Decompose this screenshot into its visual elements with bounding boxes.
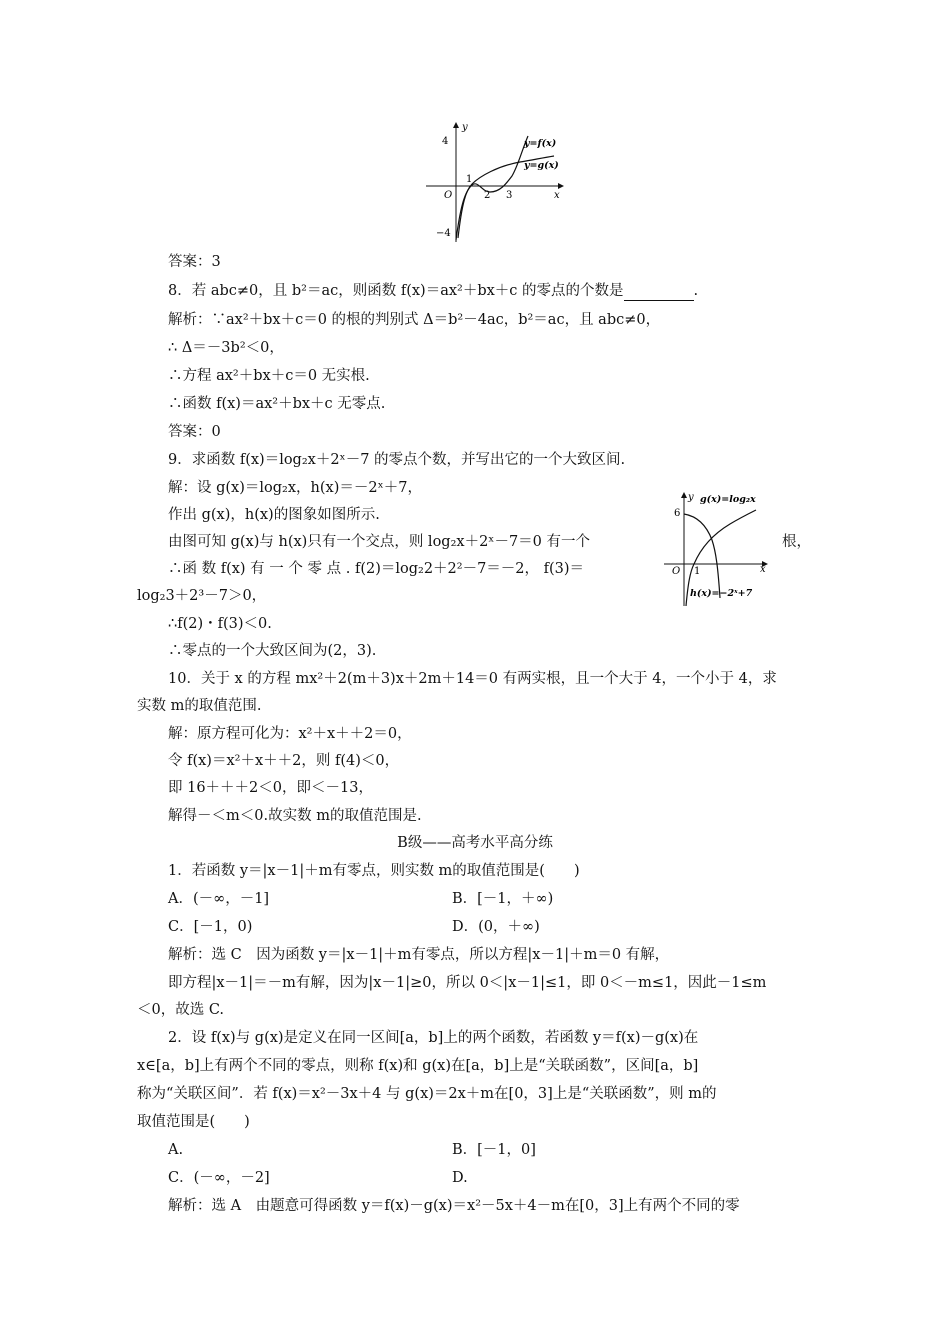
x-tick-1: 1: [466, 174, 473, 185]
y-axis-label: y: [688, 492, 694, 503]
answer-blank: [624, 286, 694, 301]
option-b1-a: A．(－∞，－1]: [168, 891, 270, 907]
problem-8-text: 8．若 abc≠0，且 b²＝ac，则函数 f(x)＝ax²＋bx＋c 的零点的个数是: [168, 283, 624, 299]
solution-b1-line1: 解析：选 C 因为函数 y＝|x－1|＋m有零点，所以方程|x－1|＋m＝0 有解，: [168, 947, 670, 963]
solution-10-line4: 解得－＜m＜0.故实数 m的取值范围是.: [168, 808, 422, 824]
problem-8: [168, 281, 698, 301]
option-b2-b: B．[－1，0]: [452, 1142, 536, 1158]
y-tick-6: 6: [674, 508, 681, 519]
option-b1-c: C．[－1，0): [168, 919, 253, 935]
problem-b2-line2: x∈[a，b]上有两个不同的零点，则称 f(x)和 g(x)在[a，b]上是“关联函数”，区间[a，b]: [137, 1058, 699, 1074]
section-heading-b: B级——高考水平高分练: [397, 835, 553, 851]
label-f: y=f(x): [524, 138, 557, 149]
solution-8-line1: 解析：∵ax²＋bx＋c＝0 的根的判别式 Δ＝b²－4ac，b²＝ac，且 abc≠0，: [168, 312, 661, 328]
option-b2-c: C．(－∞，－2]: [168, 1170, 270, 1186]
option-b2-a: A.: [168, 1142, 184, 1158]
problem-10-line2: 实数 m的取值范围.: [137, 698, 262, 714]
option-b1-b: B．[－1，＋∞): [452, 891, 554, 907]
x-axis-label: x: [554, 190, 560, 201]
x-tick-2: 2: [484, 190, 491, 201]
solution-10-line3: 即 16＋＋＋2＜0，即＜－13，: [168, 780, 373, 796]
origin-label: O: [672, 566, 681, 577]
label-h: h(x)=−2ˣ+7: [690, 588, 753, 599]
solution-9-line6: ∴f(2)・f(3)＜0.: [168, 616, 272, 632]
y-axis-arrow: [681, 492, 687, 498]
x-tick-3: 3: [506, 190, 513, 201]
curve-f: [456, 136, 528, 240]
problem-b1: 1．若函数 y＝|x－1|＋m有零点，则实数 m的取值范围是( ): [168, 863, 580, 879]
label-g: g(x)=log₂x: [700, 494, 756, 505]
figure-g-h-graph: [660, 488, 780, 614]
solution-9-line2: 作出 g(x)，h(x)的图象如图所示.: [168, 507, 380, 523]
solution-b2-line1: 解析：选 A 由题意可得函数 y＝f(x)－g(x)＝x²－5x＋4－m在[0，3]上有两个不同的零: [168, 1198, 740, 1214]
x-axis-label: x: [760, 564, 766, 575]
answer-8: 答案：0: [168, 424, 221, 440]
solution-b1-line3: ＜0，故选 C.: [137, 1002, 225, 1018]
solution-8-line3: ∴方程 ax²＋bx＋c＝0 无实根.: [168, 368, 370, 384]
y-axis-arrow: [453, 122, 459, 128]
origin-label: O: [444, 190, 453, 201]
solution-9-line3: 由图可知 g(x)与 h(x)只有一个交点，则 log₂x＋2ˣ－7＝0 有一个: [168, 534, 590, 550]
solution-9-line3-end: 根，: [782, 534, 811, 550]
problem-b2-line1: 2．设 f(x)与 g(x)是定义在同一区间[a，b]上的两个函数，若函数 y＝f(x)－g(x)在: [168, 1030, 699, 1046]
problem-8-end: .: [693, 283, 699, 299]
solution-10-line1: 解：原方程可化为：x²＋x＋＋2＝0，: [168, 726, 412, 742]
x-tick-1: 1: [694, 566, 701, 577]
solution-8-line4: ∴函数 f(x)＝ax²＋bx＋c 无零点.: [168, 396, 386, 412]
y-tick-neg4: −4: [436, 228, 451, 239]
curve-h: [684, 514, 720, 598]
problem-10-line1: 10．关于 x 的方程 mx²＋2(m＋3)x＋2m＋14＝0 有两实根，且一个大于 4，一个小于 4，求: [168, 671, 777, 687]
problem-b2-line3: 称为“关联区间”．若 f(x)＝x²－3x＋4 与 g(x)＝2x＋m在[0，3]上是“关联函数”，则 m的: [137, 1086, 717, 1102]
option-b2-d: D.: [452, 1170, 468, 1186]
problem-9: 9．求函数 f(x)＝log₂x＋2ˣ－7 的零点个数，并写出它的一个大致区间.: [168, 452, 626, 468]
solution-8-line2: ∴ Δ＝－3b²＜0，: [168, 340, 284, 356]
figure-f-g-graph: [420, 118, 570, 244]
solution-9-line7: ∴零点的一个大致区间为(2，3).: [168, 643, 377, 659]
y-tick-4: 4: [442, 136, 449, 147]
solution-b1-line2: 即方程|x－1|＝－m有解，因为|x－1|≥0，所以 0＜|x－1|≤1，即 0＜－m≤1，因此－1≤m: [168, 975, 767, 991]
solution-9-line5: log₂3＋2³－7＞0，: [137, 588, 267, 604]
problem-b2-line4: 取值范围是( ): [137, 1114, 250, 1130]
solution-9-line1: 解：设 g(x)＝log₂x，h(x)＝－2ˣ＋7，: [168, 480, 422, 496]
x-axis-arrow: [558, 183, 564, 189]
label-g: y=g(x): [524, 160, 559, 171]
solution-9-line4: ∴函 数 f(x) 有 一 个 零 点 . f(2)＝log₂2＋2²－7＝－2， f(3)＝: [168, 561, 585, 577]
answer-7: 答案：3: [168, 254, 221, 270]
option-b1-d: D．(0，＋∞): [452, 919, 540, 935]
solution-10-line2: 令 f(x)＝x²＋x＋＋2，则 f(4)＜0，: [168, 753, 400, 769]
y-axis-label: y: [462, 122, 468, 133]
